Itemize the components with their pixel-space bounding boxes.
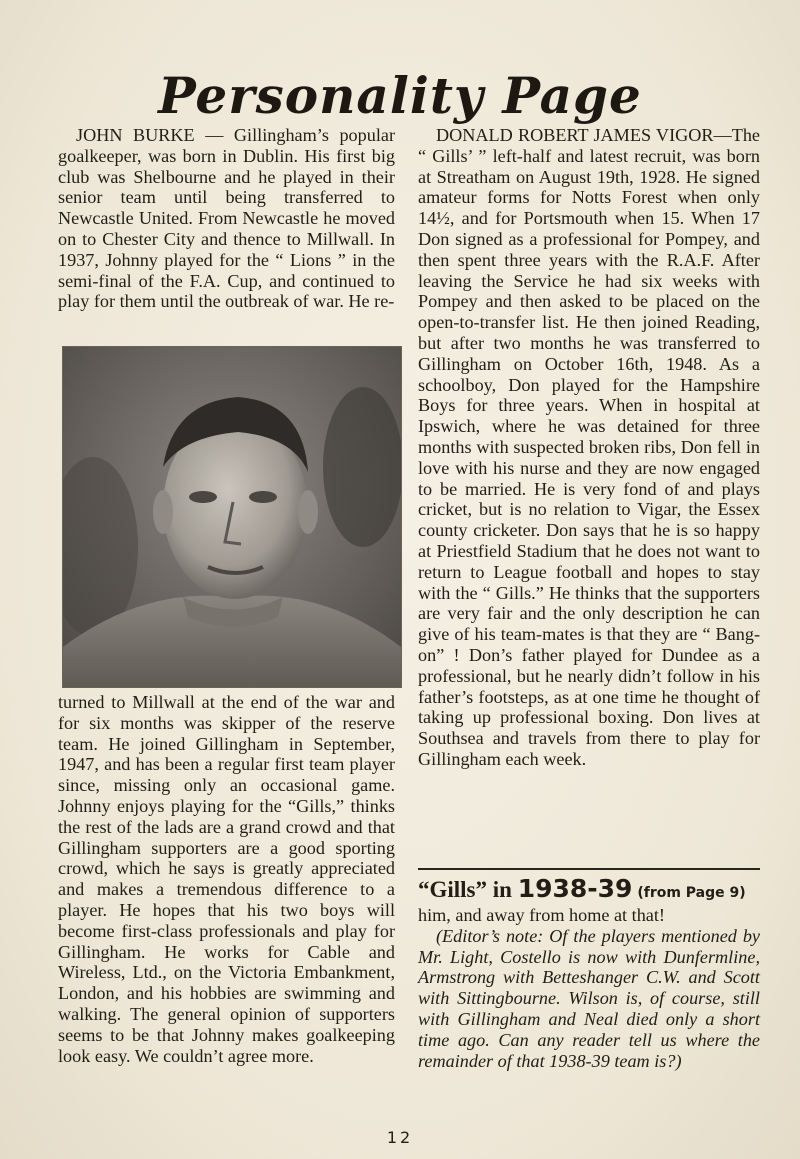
vigor-article <box>418 125 760 770</box>
portrait-illustration <box>63 347 401 687</box>
heading-from-page: (from Page 9) <box>632 885 746 901</box>
heading-gills: “Gills” in <box>418 877 518 902</box>
heading-season: 1938-39 <box>517 874 633 903</box>
burke-article-top <box>58 125 395 312</box>
vigor-paragraph: DONALD ROBERT JAMES VIGOR—The “ Gills’ ” left-half and latest recruit, was born at Streatham on August 19th, 1928. He signed amateur forms for Notts Forest when only 14½, and for Portsmouth when 15. When 17 Don signed as a professional for Pompey, and then spent three years with the R.A.F. After leaving the Service he had six weeks with Pompey and then asked to be placed on the open-to-transfer list. He then joined Reading, but after two months he was transferred to Gillingham on October 16th, 1948. As a schoolboy, Don played for the Hampshire Boys for three years. When in hospital at Ipswich, where he was detained for three months with suspected broken ribs, Don fell in love with his nurse and they are now engaged to be married. He is very fond of and plays cricket, but is no relation to Vigar, the Essex county cricketer. Don says that he is so happy at Priestfield Stadium that he does not want to return to League football and hopes to stay with the “ Gills.” He thinks that the supporters are very fair and the only description he can give of his team-mates is that they are “ Bang-on” ! Don’s father played for Dundee as a professional, but he nearly didn’t follow in his father’s footsteps, as at one time he thought of taking up professional boxing. Don lives at Southsea and travels from there to play for Gillingham each week. <box>418 125 760 769</box>
continued-section-heading <box>418 875 778 907</box>
section-divider <box>418 868 760 870</box>
burke-paragraph-1: JOHN BURKE — Gillingham’s popular goalkeeper, was born in Dublin. His first big club was Shelbourne and he played in their senior team until being transferred to Newcastle United. From Newcastle he moved on to Chester City and thence to Millwall. In 1937, Johnny played for the “ Lions ” in the semi-final of the F.A. Cup, and continued to play for them until the outbreak of war. He re- <box>58 125 395 312</box>
page-title: Personality Page <box>158 66 642 125</box>
burke-paragraph-2: turned to Millwall at the end of the war and for six months was skipper of the reserve team. He joined Gillingham in September, 1947, and has been a regular first team player since, missing only an occasional game. Johnny enjoys playing for the “Gills,” thinks the rest of the lads are a grand crowd and that Gillingham supporters are a good sporting crowd, which he says is greatly appreciated and makes a tremendous difference to a player. He hopes that his two boys will become first-class professionals and play for Gillingham. He works for Cable and Wireless, Ltd., on the Victoria Embankment, London, and his hobbies are swimming and walking. The general opinion of supporters seems to be that Johnny makes goalkeeping look easy. We couldn’t agree more. <box>58 692 395 1066</box>
page-number: 12 <box>386 1128 414 1147</box>
continued-article <box>418 905 760 1071</box>
editor-note: (Editor’s note: Of the players mentioned by Mr. Light, Costello is now with Dunfermline, Armstrong with Betteshanger C.W. and Scott with Sittingbourne. Wilson is, of course, still with Gillingham and Neal died only a short time ago. Can any reader tell us where the remainder of that 1938-39 team is?) <box>418 925 760 1071</box>
continued-lead: him, and away from home at that! <box>418 905 665 925</box>
john-burke-photo <box>62 346 402 688</box>
burke-article-bottom <box>58 692 395 1066</box>
